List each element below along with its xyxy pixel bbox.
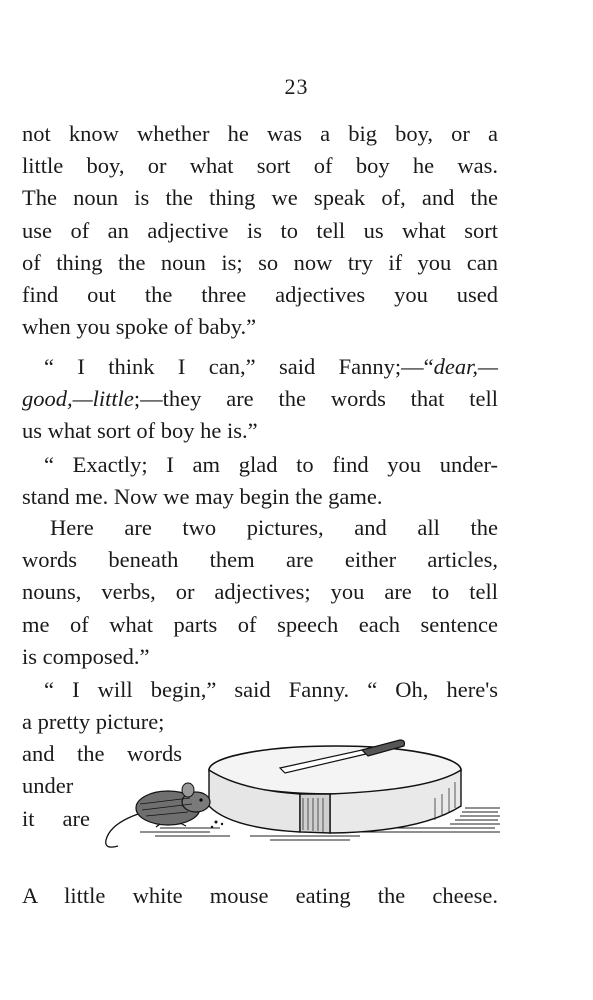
text-line: it are [22, 805, 90, 831]
text-line: find out the three adjectives you used [22, 281, 498, 307]
text-line: a pretty picture; [22, 709, 165, 734]
text-line: me of what parts of speech each sentence [22, 611, 498, 637]
text-line: is composed.” [22, 643, 150, 669]
text-segment: ;—they are the words that tell [133, 386, 498, 412]
text-line: use of an adjective is to tell us what sort [22, 217, 498, 243]
italic-segment: dear,— [433, 354, 498, 379]
text-line: stand me. Now we may begin the game. [22, 484, 383, 510]
text-line: Here are two pictures, and all the [50, 515, 498, 540]
text-line: A little white mouse eating the cheese. [22, 883, 498, 908]
text-line: and the words [22, 741, 182, 767]
text-line: of thing the noun is; so now try if you can [22, 249, 498, 275]
text-line: not know whether he was a big boy, or a [22, 121, 498, 146]
paragraph-5 [22, 674, 498, 706]
mouse-and-cheese-engraving-icon [100, 728, 510, 858]
paragraph-3 [22, 449, 498, 513]
page-number: 23 [284, 74, 309, 99]
paragraph-2 [22, 351, 498, 448]
figure-caption [22, 880, 498, 912]
text-line: words beneath them are either articles, [22, 547, 498, 573]
mouse [106, 783, 223, 847]
paragraph-4 [22, 512, 498, 673]
text-line: when you spoke of baby.” [22, 314, 257, 340]
text-line [22, 383, 498, 415]
text-line [22, 351, 498, 383]
text-line: “ Exactly; I am glad to find you under- [44, 452, 498, 477]
text-line: under [22, 773, 74, 799]
cheese-cut [300, 794, 330, 833]
text-line: nouns, verbs, or adjectives; you are to tell [22, 579, 498, 605]
text-line: little boy, or what sort of boy he was. [22, 153, 498, 179]
text-line: The noun is the thing we speak of, and the [22, 185, 498, 211]
text-segment: “ I think I can,” said Fanny;—“ [44, 354, 434, 379]
italic-segment: good,—little [22, 386, 134, 412]
text-line: us what sort of boy he is.” [22, 418, 258, 444]
paragraph-1 [22, 118, 498, 343]
text-line: “ I will begin,” said Fanny. “ Oh, here's [44, 677, 498, 702]
